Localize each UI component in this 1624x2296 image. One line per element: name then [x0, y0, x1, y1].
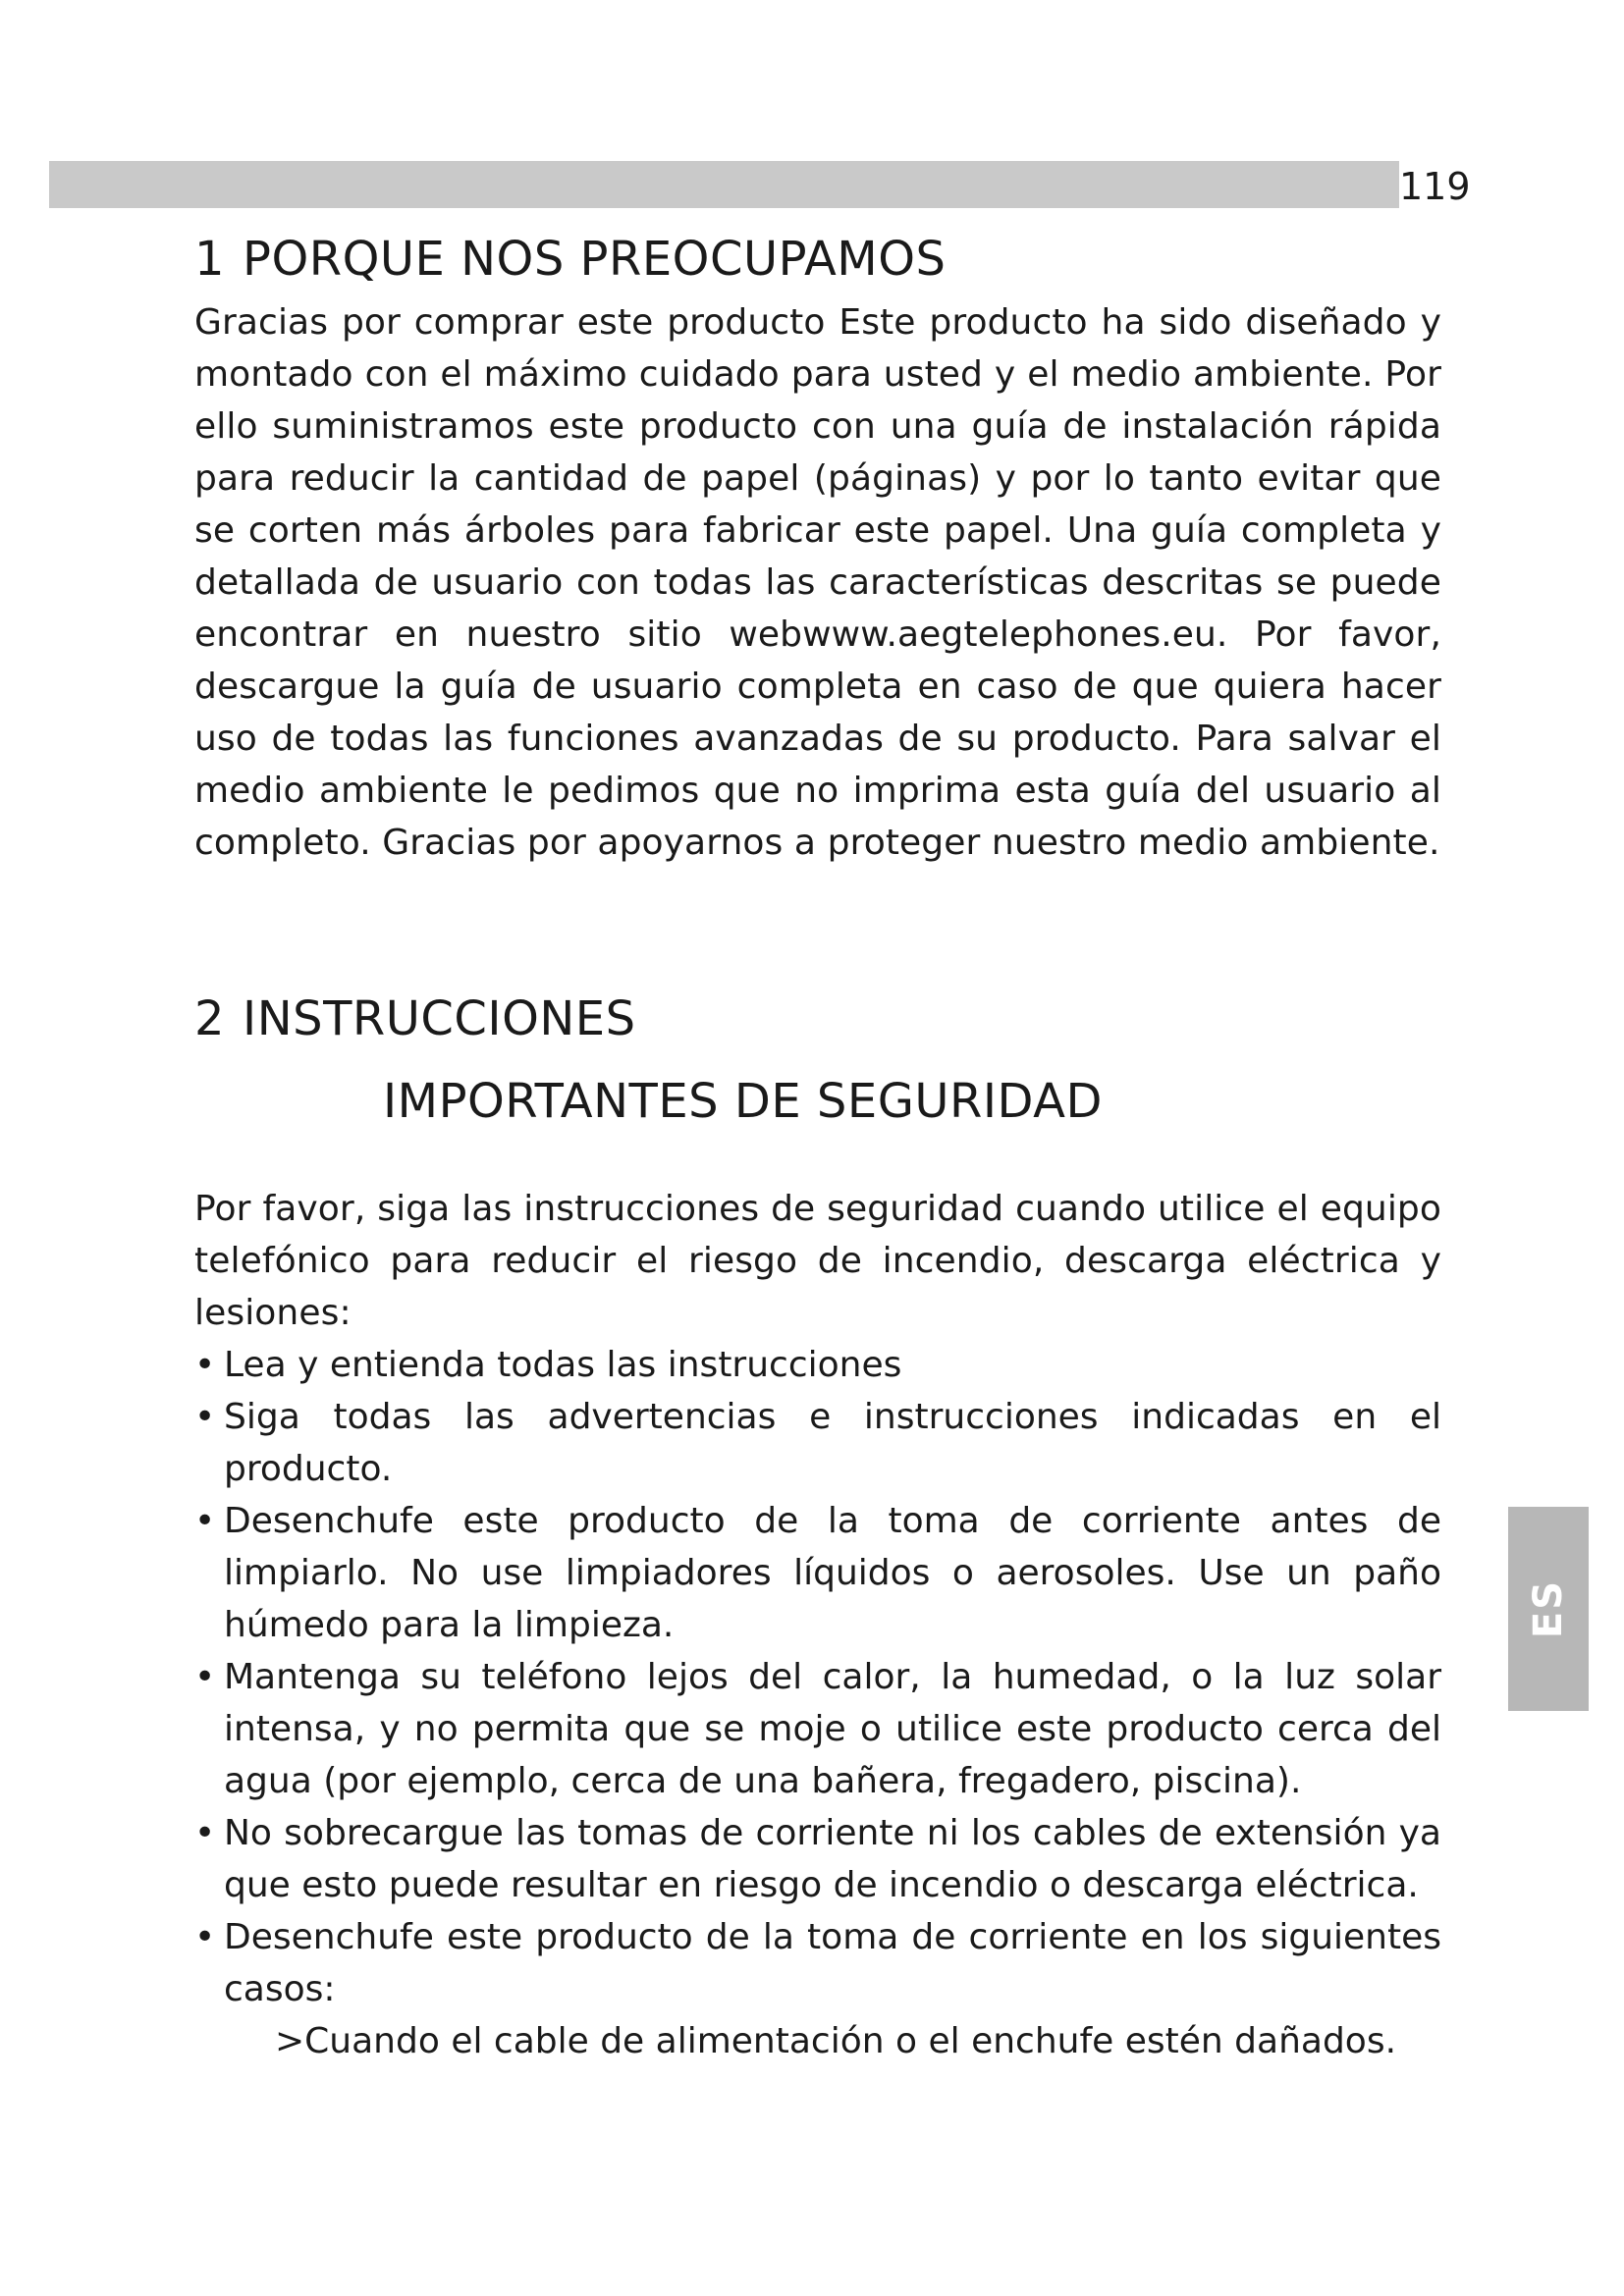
header-bar	[49, 161, 1399, 208]
bullet-text: Desenchufe este producto de la toma de corriente en los siguientes casos:	[224, 1917, 1441, 2009]
bullet-text: Lea y entienda todas las instrucciones	[224, 1345, 902, 1385]
language-tab	[1508, 1507, 1589, 1711]
section-2-intro: Por favor, siga las instrucciones de seguridad cuando utilice el equipo telefónico para reducir el riesgo de incendio, descarga eléctrica y lesiones:	[194, 1189, 1441, 1333]
section-1-paragraph: Gracias por comprar este producto Este producto ha sido diseñado y montado con el máximo cuidado para usted y el medio ambiente. Por ello suministramos este producto con una guía de instalación rápida para reducir la cantidad de papel (páginas) y por lo tanto evitar que se corten más árboles para fabricar este papel. Una guía completa y detallada de usuario con todas las características descritas se puede encontrar en nuestro sitio webwww.aegtelephones.eu. Por favor, descargue la guía de usuario completa en caso de que quiera hacer uso de todas las funciones avanzadas de su producto. Para salvar el medio ambiente le pedimos que no imprima esta guía del usuario al completo. Gracias por apoyarnos a proteger nuestro medio ambiente.	[194, 302, 1441, 863]
page-number: 119	[1399, 161, 1450, 208]
section-2-heading	[194, 985, 1441, 1053]
bullet-item	[194, 1911, 1441, 2015]
safety-bullet-list	[194, 1339, 1441, 2015]
language-tab-label: ES	[1526, 1578, 1571, 1639]
bullet-icon: •	[194, 1345, 216, 1385]
section-2-number: 2	[194, 991, 226, 1046]
bullet-icon: •	[194, 1917, 216, 1957]
bullet-item	[194, 1495, 1441, 1651]
bullet-text: Siga todas las advertencias e instrucciones indicadas en el producto.	[224, 1397, 1441, 1489]
section-1-title: PORQUE NOS PREOCUPAMOS	[243, 232, 947, 287]
bullet-icon: •	[194, 1501, 216, 1541]
section-1-number: 1	[194, 232, 226, 287]
page-content	[194, 228, 1441, 2067]
section-2-title-line2: IMPORTANTES DE SEGURIDAD	[383, 1074, 1103, 1129]
bullet-icon: •	[194, 1397, 216, 1437]
bullet-item	[194, 1391, 1441, 1495]
bullet-item	[194, 1807, 1441, 1911]
bullet-icon: •	[194, 1657, 216, 1697]
bullet-icon: •	[194, 1813, 216, 1853]
section-2-title-line1: INSTRUCCIONES	[243, 991, 636, 1046]
bullet-text: Desenchufe este producto de la toma de corriente antes de limpiarlo. No use limpiadores líquidos o aerosoles. Use un paño húmedo para la limpieza.	[224, 1501, 1441, 1645]
section-1-heading	[194, 228, 1441, 291]
bullet-item	[194, 1651, 1441, 1807]
sub-item: >Cuando el cable de alimentación o el enchufe estén dañados.	[275, 2021, 1397, 2061]
bullet-text: Mantenga su teléfono lejos del calor, la humedad, o la luz solar intensa, y no permita que se moje o utilice este producto cerca del agua (por ejemplo, cerca de una bañera, fregadero, piscina).	[224, 1657, 1441, 1801]
bullet-text: No sobrecargue las tomas de corriente ni los cables de extensión ya que esto puede resultar en riesgo de incendio o descarga eléctrica.	[224, 1813, 1441, 1905]
bullet-item	[194, 1339, 1441, 1391]
